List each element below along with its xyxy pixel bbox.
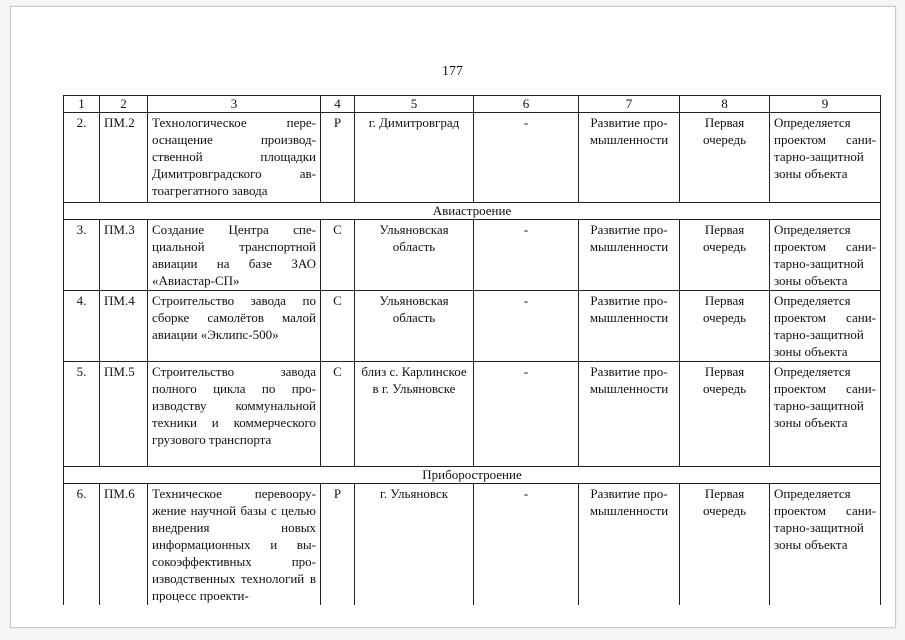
section-title: Авиастроение [64,203,881,220]
object-stage: Первая очередь [680,362,770,467]
object-code: ПМ.5 [100,362,148,467]
object-note: Определяется проектом санитарно-защитной зоны объекта [770,484,881,606]
object-location: г. Ульяновск [355,484,474,606]
column-header: 2 [100,96,148,113]
table-row [64,220,881,291]
column-header: 5 [355,96,474,113]
object-name: Создание Центра специальной транспортной авиации на базе ЗАО «Авиастар-СП» [148,220,321,291]
object-status: Р [321,484,355,606]
object-purpose: Развитие промышленности [579,113,680,203]
object-note: Определяется проектом санитарно-защитной зоны объекта [770,362,881,467]
page-number: 177 [442,64,463,79]
column-6-value: - [474,362,579,467]
object-status: Р [321,113,355,203]
object-location: близ с. Карлинское в г. Ульяновске [355,362,474,467]
object-stage: Первая очередь [680,484,770,606]
column-header: 8 [680,96,770,113]
column-6-value: - [474,291,579,362]
row-number: 6. [64,484,100,606]
object-code: ПМ.3 [100,220,148,291]
column-header: 4 [321,96,355,113]
object-name: Техническое перевооружение научной базы с целью внедрения новых информационных и высокоэффективных производственных технологий в процесс проекти- [148,484,321,606]
object-note: Определяется проектом санитарно-защитной зоны объекта [770,113,881,203]
column-6-value: - [474,113,579,203]
object-name: Технологическое переоснащение производственной площадки Димитровградского автоагрегатного завода [148,113,321,203]
table-row [64,362,881,467]
row-number: 2. [64,113,100,203]
object-code: ПМ.6 [100,484,148,606]
object-purpose: Развитие промышленности [579,220,680,291]
object-status: С [321,291,355,362]
object-name: Строительство завода полного цикла по производству коммунальной техники и коммерческого грузового транспорта [148,362,321,467]
object-code: ПМ.2 [100,113,148,203]
row-number: 3. [64,220,100,291]
object-note: Определяется проектом санитарно-защитной зоны объекта [770,220,881,291]
object-purpose: Развитие промышленности [579,484,680,606]
column-header: 1 [64,96,100,113]
table-row [64,484,881,606]
object-stage: Первая очередь [680,291,770,362]
section-title: Приборостроение [64,467,881,484]
object-location: г. Димитровград [355,113,474,203]
column-6-value: - [474,220,579,291]
column-number-row [64,96,881,113]
column-header: 7 [579,96,680,113]
table-row [64,291,881,362]
column-6-value: - [474,484,579,606]
row-number: 5. [64,362,100,467]
object-status: С [321,220,355,291]
object-code: ПМ.4 [100,291,148,362]
object-location: Ульяновская область [355,291,474,362]
object-stage: Первая очередь [680,220,770,291]
object-name: Строительство завода по сборке самолётов малой авиации «Эклипс-500» [148,291,321,362]
object-purpose: Развитие промышленности [579,291,680,362]
object-stage: Первая очередь [680,113,770,203]
object-status: С [321,362,355,467]
row-number: 4. [64,291,100,362]
table-row [64,113,881,203]
section-row [64,467,881,484]
column-header: 6 [474,96,579,113]
object-purpose: Развитие промышленности [579,362,680,467]
object-note: Определяется проектом санитарно-защитной зоны объекта [770,291,881,362]
object-location: Ульяновская область [355,220,474,291]
section-row [64,203,881,220]
data-table [63,95,881,605]
column-header: 3 [148,96,321,113]
column-header: 9 [770,96,881,113]
